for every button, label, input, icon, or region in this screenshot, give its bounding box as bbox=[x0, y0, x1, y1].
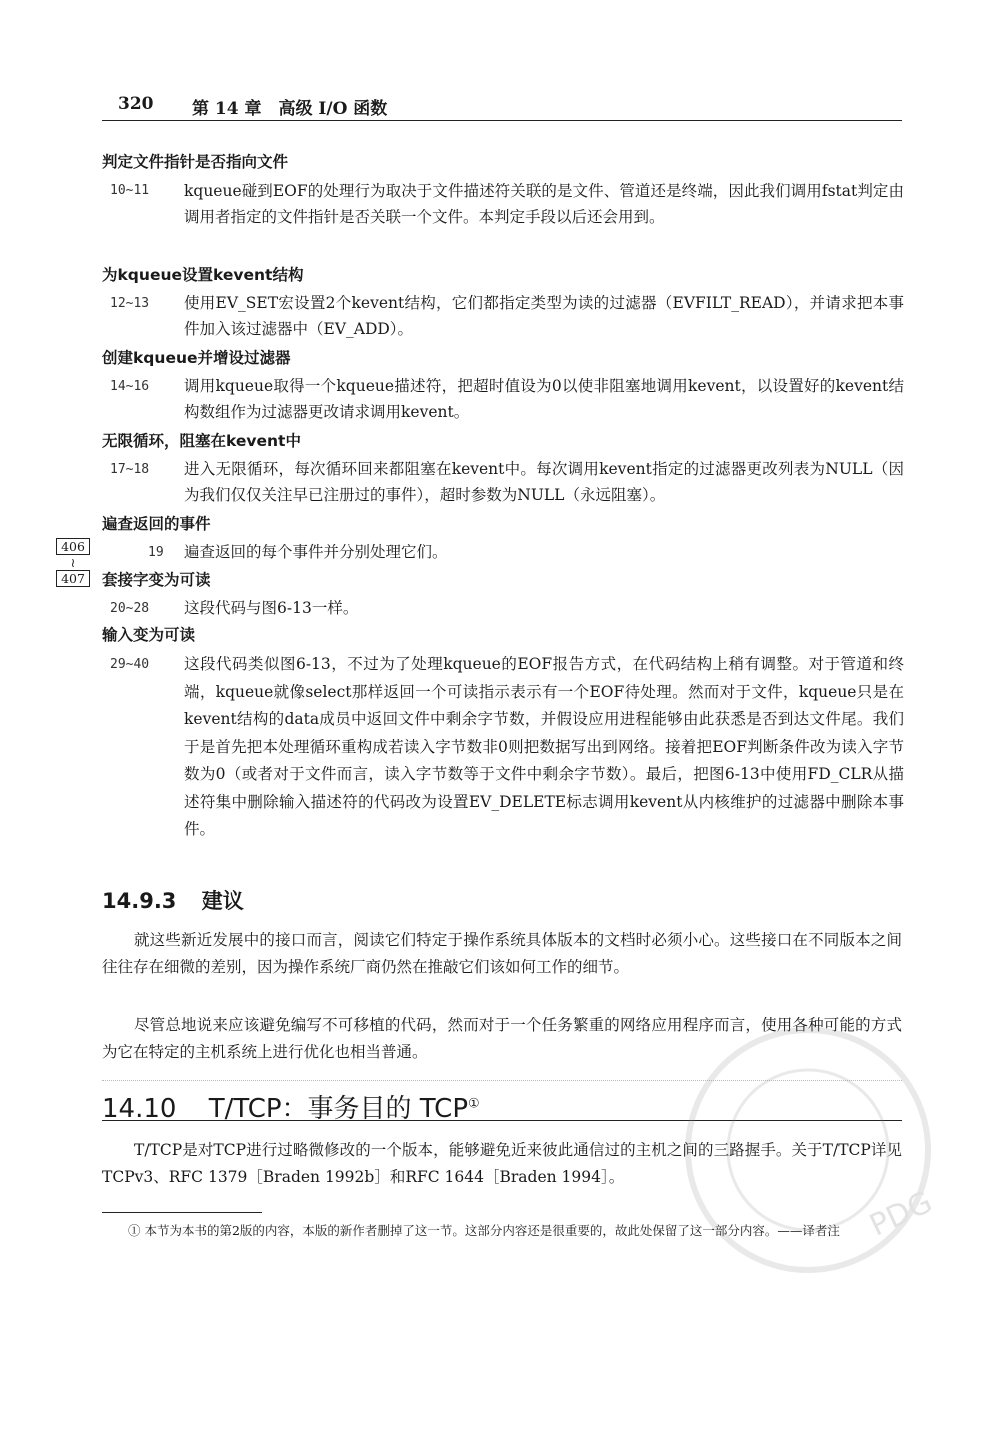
footnote: ① 本节为本书的第2版的内容，本版的新作者删掉了这一节。这部分内容还是很重要的，故此处保留了这一部分内容。——译者注 bbox=[128, 1223, 840, 1238]
section-text: 这段代码类似图6-13，不过为了处理kqueue的EOF报告方式，在代码结构上稍有调整。对于管道和终端，kqueue就像select那样返回一个可读指示表示有一个EOF待处理。然而对于文件，kqueue只是在kevent结构的data成员中返回文件中剩余字节数，并假设应用进程能够由此获悉是否到达文件尾。我们于是首先把本处理循环重构成若读入字节数非0则把数据写出到网络。接着把EOF判断条件改为读入字节数为0（或者对于文件而言，读入字节数等于文件中剩余字节数）。最后，把图6-13中使用FD_CLR从描述符集中删除输入描述符的代码改为设置EV_DELETE标志调用kevent从内核维护的过滤器中删除本事件。 bbox=[184, 655, 904, 838]
section-heading: 遍查返回的事件 bbox=[102, 515, 211, 533]
watermark-text: PDG bbox=[864, 1184, 938, 1244]
line-ref: 17~18 bbox=[110, 462, 150, 477]
section-text: 这段代码与图6-13一样。 bbox=[184, 599, 359, 617]
section-text: 进入无限循环，每次循环回来都阻塞在kevent中。每次调用kevent指定的过滤器更改列表为NULL（因为我们仅仅关注早已注册过的事件），超时参数为NULL（永远阻塞）。 bbox=[184, 460, 904, 504]
line-ref: 12~13 bbox=[110, 296, 150, 311]
line-ref: 20~28 bbox=[110, 601, 150, 616]
paragraph: 就这些新近发展中的接口而言，阅读它们特定于操作系统具体版本的文档时必须小心。这些接口在不同版本之间往往存在细微的差别，因为操作系统厂商仍然在推敲它们该如何工作的细节。 bbox=[102, 931, 902, 976]
margin-page-ref bbox=[56, 538, 90, 584]
subsection-number: 14.9.3 bbox=[102, 889, 177, 913]
page-number: 320 bbox=[118, 94, 154, 114]
line-ref: 19 bbox=[148, 545, 164, 560]
section-text: 使用EV_SET宏设置2个kevent结构，它们都指定类型为读的过滤器（EVFILT_READ），并请求把本事件加入该过滤器中（EV_ADD）。 bbox=[184, 294, 904, 338]
paragraph: 尽管总地说来应该避免编写不可移植的代码，然而对于一个任务繁重的网络应用程序而言，使用各种可能的方式为它在特定的主机系统上进行优化也相当普通。 bbox=[102, 1016, 902, 1061]
section-heading: 判定文件指针是否指向文件 bbox=[102, 153, 289, 171]
section-title: T/TCP：事务目的 TCP bbox=[208, 1094, 468, 1124]
section-heading: 套接字变为可读 bbox=[102, 571, 211, 589]
section-text: 遍查返回的每个事件并分别处理它们。 bbox=[184, 543, 448, 561]
line-ref: 29~40 bbox=[110, 657, 150, 672]
margin-page-bottom: 407 bbox=[56, 570, 90, 587]
footnote-marker: ① bbox=[468, 1096, 480, 1112]
watermark bbox=[609, 944, 983, 1357]
subsection-heading bbox=[102, 885, 244, 915]
section-number: 14.10 bbox=[102, 1094, 177, 1124]
watermark-graphic bbox=[609, 944, 983, 1357]
margin-page-top: 406 bbox=[56, 538, 90, 555]
line-ref: 10~11 bbox=[110, 183, 150, 198]
paragraph: T/TCP是对TCP进行过略微修改的一个版本，能够避免近来彼此通信过的主机之间的三路握手。关于T/TCP详见TCPv3、RFC 1379［Braden 1992b］和RFC 1644［Braden 1994］。 bbox=[102, 1141, 902, 1186]
section-heading: 创建kqueue并增设过滤器 bbox=[102, 349, 291, 367]
section-heading: 输入变为可读 bbox=[102, 626, 196, 644]
chapter-title: 第 14 章 高级 I/O 函数 bbox=[192, 99, 388, 119]
running-header bbox=[102, 92, 902, 121]
subsection-title: 建议 bbox=[201, 889, 244, 913]
section-heading: 为kqueue设置kevent结构 bbox=[102, 266, 304, 284]
line-ref: 14~16 bbox=[110, 379, 150, 394]
footnote-rule bbox=[102, 1212, 262, 1213]
section-text: kqueue碰到EOF的处理行为取决于文件描述符关联的是文件、管道还是终端，因此我们调用fstat判定由调用者指定的文件指针是否关联一个文件。本判定手段以后还会用到。 bbox=[184, 182, 904, 226]
section-text: 调用kqueue取得一个kqueue描述符，把超时值设为0以使非阻塞地调用kevent，以设置好的kevent结构数组作为过滤器更改请求调用kevent。 bbox=[184, 377, 904, 421]
margin-page-sep: ≀ bbox=[70, 555, 76, 570]
section-heading: 无限循环，阻塞在kevent中 bbox=[102, 432, 301, 450]
